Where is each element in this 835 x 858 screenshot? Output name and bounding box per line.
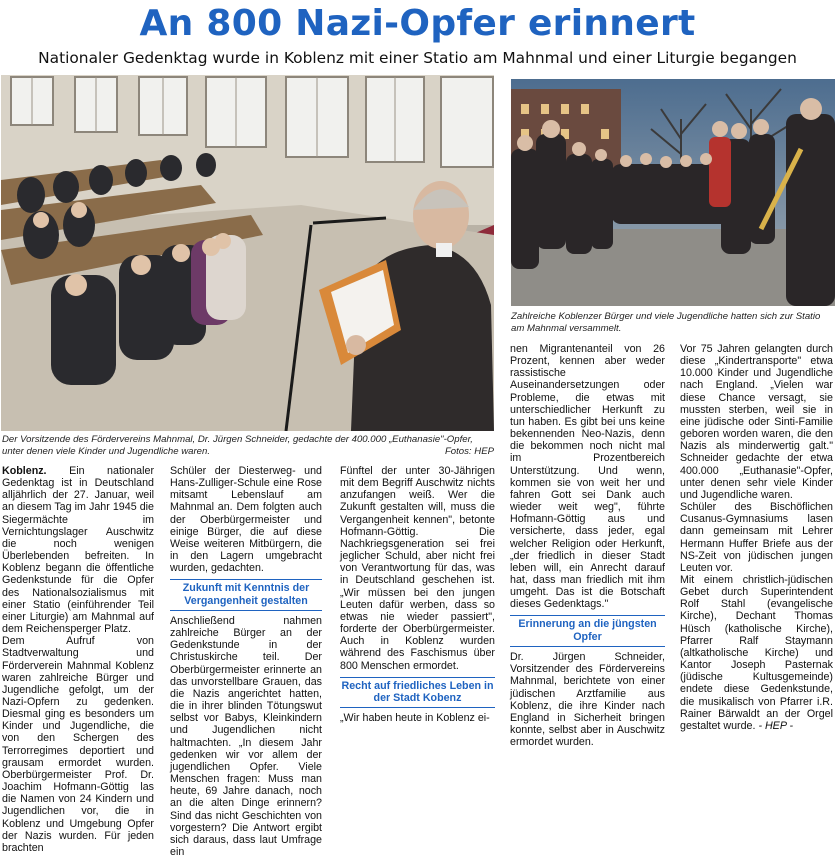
photo-right-caption: Zahlreiche Koblenzer Bürger und viele Jugendliche hatten sich zur Statio am Mahnmal versammelt. <box>511 311 821 334</box>
photo-church-speaker <box>1 75 494 431</box>
article-intro-text: Ein nationaler Gedenktag ist in Deutschland alljährlich der 27. Januar, weil an diesem Tag im Jahr 1945 die Siegermächte im Vernichtungslager Auschwitz die noch wenigen Überlebenden befreiten. In Koblenz begann die öffentliche Gedenkstunde für die Opfer des Nationalsozialismus mit einer Statio (einführender Teil einer Liturgie) am Mahnmal auf dem Reichensperger Platz. <box>2 465 154 636</box>
article-paragraph <box>680 574 833 732</box>
article-paragraph: nen Migrantenanteil von 26 Prozent, kennen aber weder rassistische Auseinandersetzungen oder Probleme, die etwas mit unterschiedlicher Herkunft zu tun haben. Es gibt bei uns keine bekennenden Neo-Nazis, denn die bekommen noch nicht mal im Prozentbereich Unterstützung. Und wenn, kommen sie von weit her und fahren Gott sei Dank auch wieder weit weg", führte Hofmann-Göttig aus und versicherte, dass jeder, egal welcher Religion oder Herkunft, „der friedlich in dieser Stadt leben will, ein Anrecht darauf hat, dass man friedlich mit ihm umgeht. Das ist die Botschaft dieses Gedenktags." <box>510 343 665 611</box>
photo-memorial-crowd-image <box>511 79 835 306</box>
article-paragraph: Fünftel der unter 30-Jährigen mit dem Begriff Auschwitz nichts anzufangen weiß. Wer die Zukunft gestalten will, muss die Vergangenheit kennen", betonte Hofmann-Göttig. Die Nachkriegsgeneration sei frei jeglicher Schuld, aber nicht frei von Verantwortung für das, was in Deutschland geschehen ist. „Wir müssen bei den jungen Leuten dafür werben, dass so etwas nie wieder passiert", forderte der Oberbürgermeister. Auch in Koblenz wurden während des Faschismus über 800 Menschen ermordet. <box>340 465 495 672</box>
article-dateline: Koblenz. <box>2 465 47 477</box>
article-subheadline: Nationaler Gedenktag wurde in Koblenz mit einer Statio am Mahnmal und einer Liturgie begangen <box>38 49 797 67</box>
section-heading: Recht auf friedliches Leben in der Stadt Kobenz <box>340 677 495 709</box>
article-paragraph: Dr. Jürgen Schneider, Vorsitzender des Fördervereins Mahnmal, berichtete von einer jüdischen Arztfamilie aus Koblenz, die ihre Kinder nach England in Sicherheit bringen konnte, selbst aber in Auschwitz ermordet wurden. <box>510 651 665 749</box>
article-column-5 <box>680 343 833 732</box>
photo-left-caption-text: Der Vorsitzende des Fördervereins Mahnmal, Dr. Jürgen Schneider, gedachte der 400.000 „Euthanasie"-Opfer, unter denen viele Kinder und Jugendliche waren. <box>2 434 473 457</box>
author-signature: - HEP - <box>758 719 794 732</box>
article-closing-text: Mit einem christlich-jüdischen Gebet durch Superintendent Rolf Stahl (evangelische Kirche), Dechant Thomas Hüsch (katholische Kirche), Pfarrer Ralf Staymann (altkatholische Kirche) und Kantor Joseph Pasternak (jüdische Kultusgemeinde) endete diese Gedenkstunde, die musikalisch von Pfarrer i.R. Rainer Bärwaldt an der Orgel gestaltet wurde. <box>680 573 833 732</box>
article-paragraph: Schüler des Bischöflichen Cusanus-Gymnasiums lasen dann gemeinsam mit Lehrer Hermann Huffer Briefe aus der NS-Zeit von jüdischen jungen Leuten vor. <box>680 501 833 574</box>
article-headline: An 800 Nazi-Opfer erinnert <box>139 3 696 44</box>
article-paragraph: Dem Aufruf von Stadtverwaltung und Förderverein Mahnmal Koblenz waren zahlreiche Bürger und Jugendliche gefolgt, um der Nazi-Opfern zu gedenken. Diesmal ging es besonders um Kinder und Jugendliche, die von den Schergen des Terrorregimes deportiert und grausam ermordet wurden. Oberbürgermeister Prof. Dr. Joachim Hofmann-Göttig las die Namen von 24 Kindern und Jugendlichen vor, die in Koblenz und Umgebung Opfer der Nazis wurden. Für jeden brachten <box>2 635 154 854</box>
article-paragraph: Vor 75 Jahren gelangten durch diese „Kindertransporte" etwa 10.000 Kinder und Jugendliche nach England. „Vielen war diese Chance versagt, sie mussten sterben, weil sie in eine jüdische oder Sinti-Familie geboren worden waren, die den Nazis als minderwertig galt." Schneider gedachte der etwa 400.000 „Euthanasie"-Opfer, unter denen sehr viele Kinder und Jugendliche waren. <box>680 343 833 501</box>
article-column-1 <box>2 465 154 854</box>
article-column-4 <box>510 343 665 748</box>
article-paragraph: „Wir haben heute in Koblenz ei- <box>340 712 490 725</box>
article-column-2 <box>170 465 322 858</box>
article-paragraph: Anschließend nahmen zahlreiche Bürger an der Gedenkstunde in der Christuskirche teil. Der Oberbürgermeister erinnerte an das unvorstellbare Grauen, das die Nazis angerichtet hatten, die in ihrer blinden Tötungswut selbst vor Babys, Kleinkindern und Jugendlichen nicht haltmachten. „In diesem Jahr gedenken wir vor allem der jugendlichen Opfer. Viele Menschen fragen: Muss man heute, 69 Jahre danach, noch an die alten Dinge erinnern? Sind das nicht Geschichten von vorgestern? Die Antwort ergibt sich daraus, dass laut Umfrage ein <box>170 615 322 858</box>
photo-memorial-crowd <box>511 79 835 306</box>
article-paragraph: Schüler der Diesterweg- und Hans-Zulliger-Schule eine Rose mitsamt Lebenslauf am Mahnmal an. Dem folgten auch der Oberbürgermeister und einige Bürger, die auf diese Weise weiteren Mitbürgern, die in den Lagern umgebracht wurden, gedachten. <box>170 465 322 575</box>
section-heading: Erinnerung an die jüngsten Opfer <box>510 615 665 647</box>
article-column-3 <box>340 465 495 724</box>
photo-church-speaker-image <box>1 75 494 431</box>
photo-credit: Fotos: HEP <box>444 445 494 457</box>
section-heading: Zukunft mit Kenntnis der Vergangenheit gestalten <box>170 579 322 611</box>
photo-left-caption <box>2 434 494 457</box>
article-paragraph <box>2 465 154 635</box>
